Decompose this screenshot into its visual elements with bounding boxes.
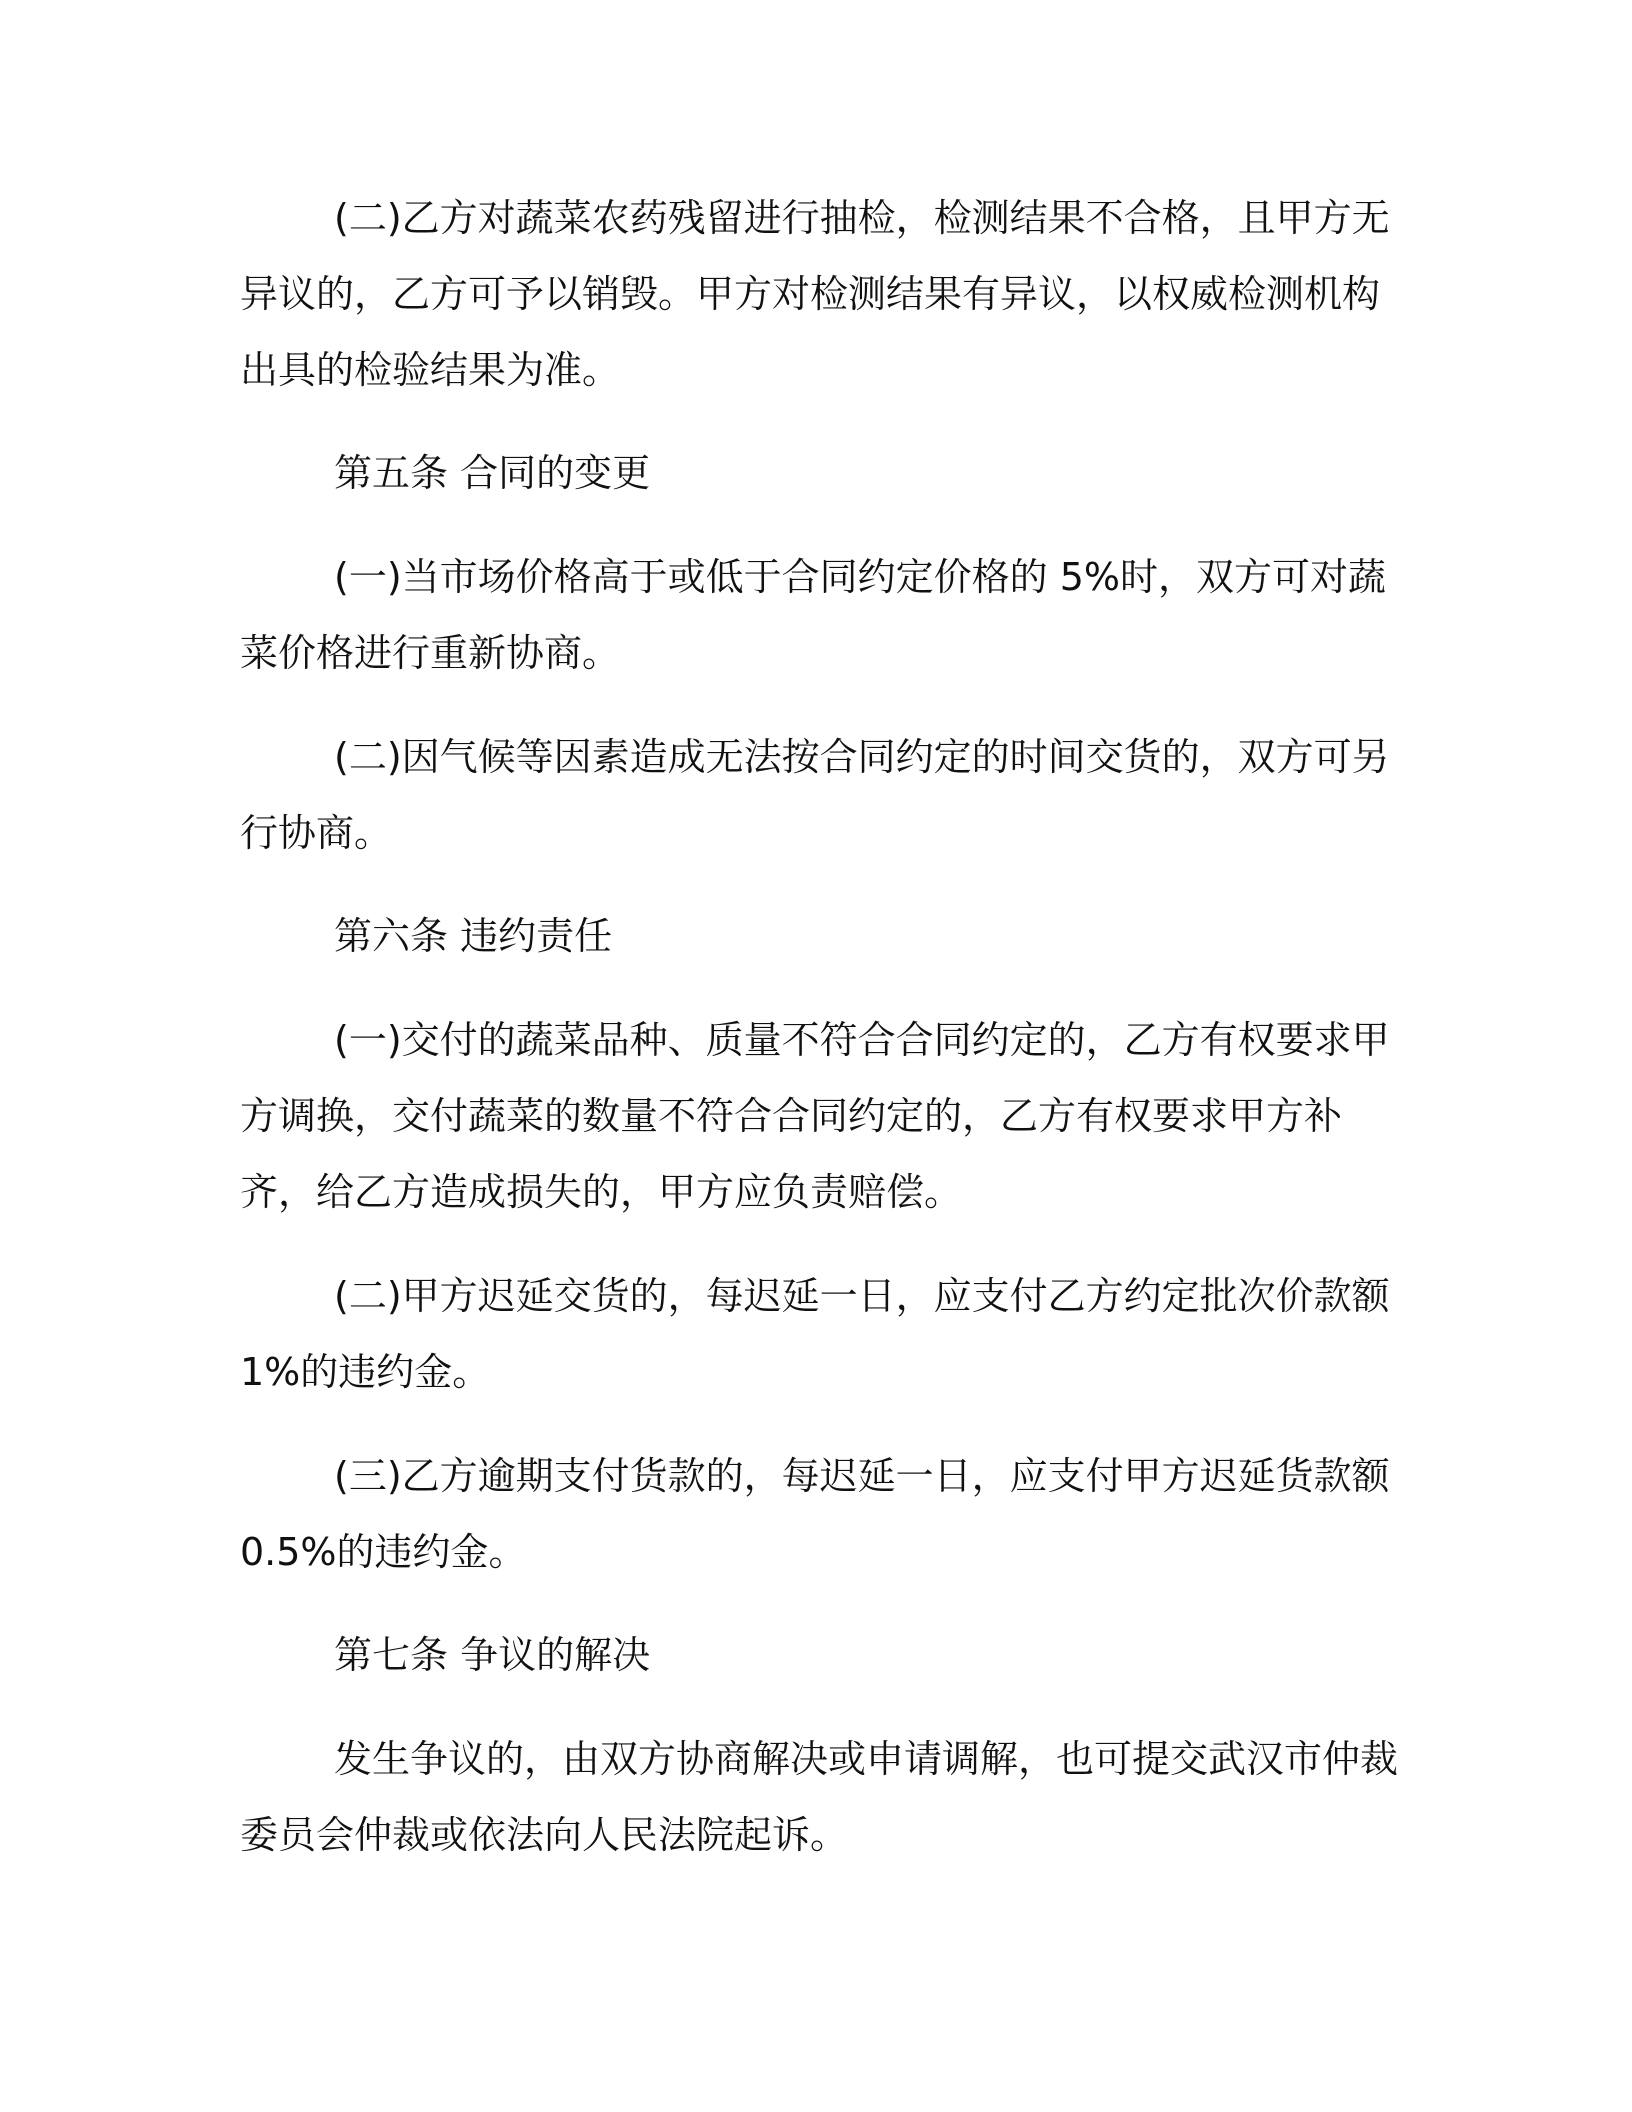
article-7-heading: 第七条 争议的解决 xyxy=(334,1633,651,1677)
article-7-body-line-1: 发生争议的，由双方协商解决或申请调解，也可提交武汉市仲裁 xyxy=(334,1737,1399,1781)
article-6-item-1-line-3: 齐，给乙方造成损失的，甲方应负责赔偿。 xyxy=(240,1170,963,1214)
article-5-item-2-line-2: 行协商。 xyxy=(240,811,393,855)
article-7-body-line-2: 委员会仲裁或依法向人民法院起诉。 xyxy=(240,1813,849,1857)
article-6-item-1-line-1: (一)交付的蔬菜品种、质量不符合合同约定的，乙方有权要求甲 xyxy=(334,1018,1390,1062)
article-6-heading: 第六条 违约责任 xyxy=(334,914,613,958)
article-6-item-2-line-1: (二)甲方迟延交货的，每迟延一日，应支付乙方约定批次价款额 xyxy=(334,1274,1390,1318)
clause-4-2-line-1: (二)乙方对蔬菜农药残留进行抽检，检测结果不合格，且甲方无 xyxy=(334,196,1390,240)
article-6-item-3-line-1: (三)乙方逾期支付货款的，每迟延一日，应支付甲方迟延货款额 xyxy=(334,1454,1390,1498)
article-5-heading: 第五条 合同的变更 xyxy=(334,451,651,495)
article-6-item-3-line-2: 0.5%的违约金。 xyxy=(240,1530,527,1574)
article-6-item-2-line-2: 1%的违约金。 xyxy=(240,1350,491,1394)
article-5-item-2-line-1: (二)因气候等因素造成无法按合同约定的时间交货的，双方可另 xyxy=(334,735,1390,779)
clause-4-2-line-2: 异议的，乙方可予以销毁。甲方对检测结果有异议，以权威检测机构 xyxy=(240,272,1381,316)
clause-4-2-line-3: 出具的检验结果为准。 xyxy=(240,348,621,392)
article-6-item-1-line-2: 方调换，交付蔬菜的数量不符合合同约定的，乙方有权要求甲方补 xyxy=(240,1094,1343,1138)
article-5-item-1-line-1: (一)当市场价格高于或低于合同约定价格的 5%时，双方可对蔬 xyxy=(334,555,1387,599)
article-5-item-1-line-2: 菜价格进行重新协商。 xyxy=(240,631,621,675)
